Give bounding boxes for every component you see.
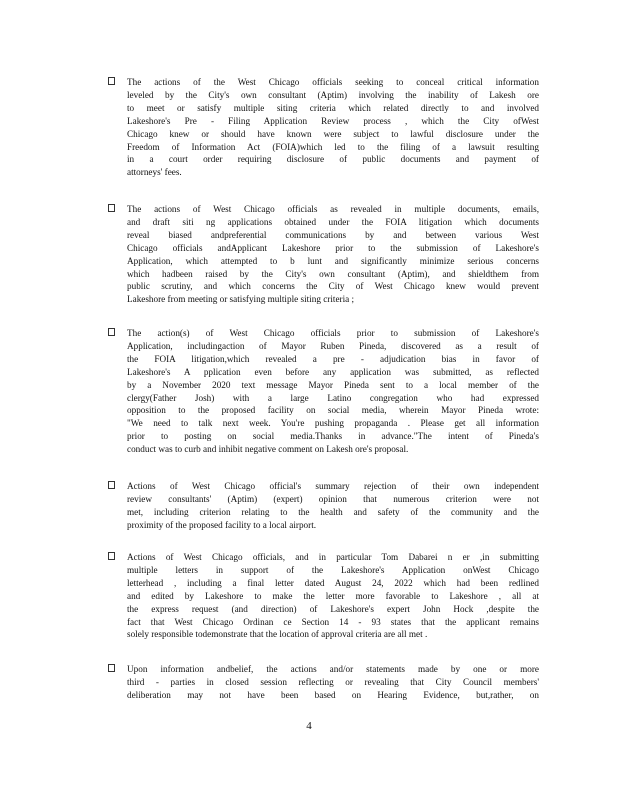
text-line: The actions of West Chicago officials as revealed in multiple documents, emails, (127, 204, 539, 214)
text-line: The actions of the West Chicago officials seeking to conceal critical information (127, 77, 539, 87)
paragraph-2-text (127, 203, 539, 306)
text-line: Actions of West Chicago officials, and in particular Tom Dabarei n er ,in submitting (127, 552, 539, 562)
text-line: The action(s) of West Chicago officials prior to submission of Lakeshore's (127, 328, 539, 338)
text-line: third - parties in closed session reflecting or revealing that City Council members' (127, 676, 539, 687)
text-line: Actions of West Chicago official's summary rejection of their own independent (127, 481, 539, 491)
text-line: proximity of the proposed facility to a local airport. (127, 519, 317, 530)
text-line: to meet or satisfy multiple siting criteria which related directly to and involved (127, 102, 539, 113)
page-number: 4 (306, 720, 312, 732)
text-line: review consultants' (Aptim) (expert) opinion that numerous criterion were not (127, 493, 539, 504)
text-line: the FOIA litigation,which revealed a pre - adjudication bias in favor of (127, 353, 539, 364)
paragraph-3-text (127, 327, 539, 456)
text-line: attorneys' fees. (127, 167, 182, 178)
text-line: Lakeshore's A pplication even before any application was submitted, as reflected (127, 366, 539, 377)
text-line: Application, which attempted to b lunt and significantly minimize serious concerns (127, 255, 539, 266)
text-line: Upon information andbelief, the actions and/or statements made by one or more (127, 664, 539, 674)
text-line: opposition to the proposed facility on social media, wherein Mayor Pineda wrote: (127, 405, 539, 416)
text-line: Lakeshore from meeting or satisfying multiple siting criteria ; (127, 294, 355, 305)
text-line: conduct was to curb and inhibit negative comment on Lakesh ore's proposal. (127, 444, 409, 455)
text-line: met, including criterion relating to the health and safety of the community and the (127, 506, 539, 517)
text-line: and edited by Lakeshore to make the letter more favorable to Lakeshore , all at (127, 590, 539, 601)
text-line: Lakeshore's Pre - Filing Application Review process , which the City ofWest (127, 115, 539, 126)
text-line: letterhead , including a final letter dated August 24, 2022 which had been redlined (127, 577, 539, 588)
text-line: leveled by the City's own consultant (Aptim) involving the inability of Lakesh ore (127, 89, 539, 100)
text-line: Application, includingaction of Mayor Ruben Pineda, discovered as a result of (127, 340, 539, 351)
text-line: "We need to talk next week. You're pushing propaganda . Please get all information (127, 418, 539, 429)
text-line: Chicago knew or should have known were subject to lawful disclosure under the (127, 128, 539, 139)
paragraph-5-text (127, 551, 539, 641)
text-line: Freedom of Information Act (FOIA)which led to the filing of a lawsuit resulting (127, 141, 539, 152)
bullet-box-icon (108, 77, 115, 85)
bullet-box-icon (108, 204, 115, 212)
text-line: by a November 2020 text message Mayor Pineda sent to a local member of the (127, 379, 539, 390)
text-line: and draft siti ng applications obtained under the FOIA litigation which documents (127, 216, 539, 227)
text-line: the express request (and direction) of Lakeshore's expert John Hock ,despite the (127, 603, 539, 614)
paragraph-4-text (127, 480, 539, 532)
bullet-box-icon (108, 481, 115, 489)
text-line: which hadbeen raised by the City's own consultant (Aptim), and shieldthem from (127, 268, 539, 279)
text-line: multiple letters in support of the Lakeshore's Application onWest Chicago (127, 564, 539, 575)
text-line: in a court order requiring disclosure of public documents and payment of (127, 154, 539, 165)
text-line: prior to posting on social media.Thanks in advance."The intent of Pineda's (127, 431, 539, 442)
paragraph-1-text (127, 76, 539, 179)
paragraph-6-text (127, 663, 539, 702)
text-line: deliberation may not have been based on Hearing Evidence, but,rather, on (127, 689, 539, 700)
text-line: solely responsible todemonstrate that the location of approval criteria are all met . (127, 629, 428, 640)
text-line: public scrutiny, and which concerns the City of West Chicago knew would prevent (127, 281, 539, 292)
text-line: Chicago officials andApplicant Lakeshore prior to the submission of Lakeshore's (127, 242, 539, 253)
bullet-box-icon (108, 552, 115, 560)
bullet-box-icon (108, 328, 115, 336)
text-line: clergy(Father Josh) with a large Latino congregation who had expressed (127, 392, 539, 403)
bullet-box-icon (108, 664, 115, 672)
text-line: fact that West Chicago Ordinan ce Section 14 - 93 states that the applicant remains (127, 616, 539, 627)
text-line: reveal biased andpreferential communications by and between various West (127, 229, 539, 240)
